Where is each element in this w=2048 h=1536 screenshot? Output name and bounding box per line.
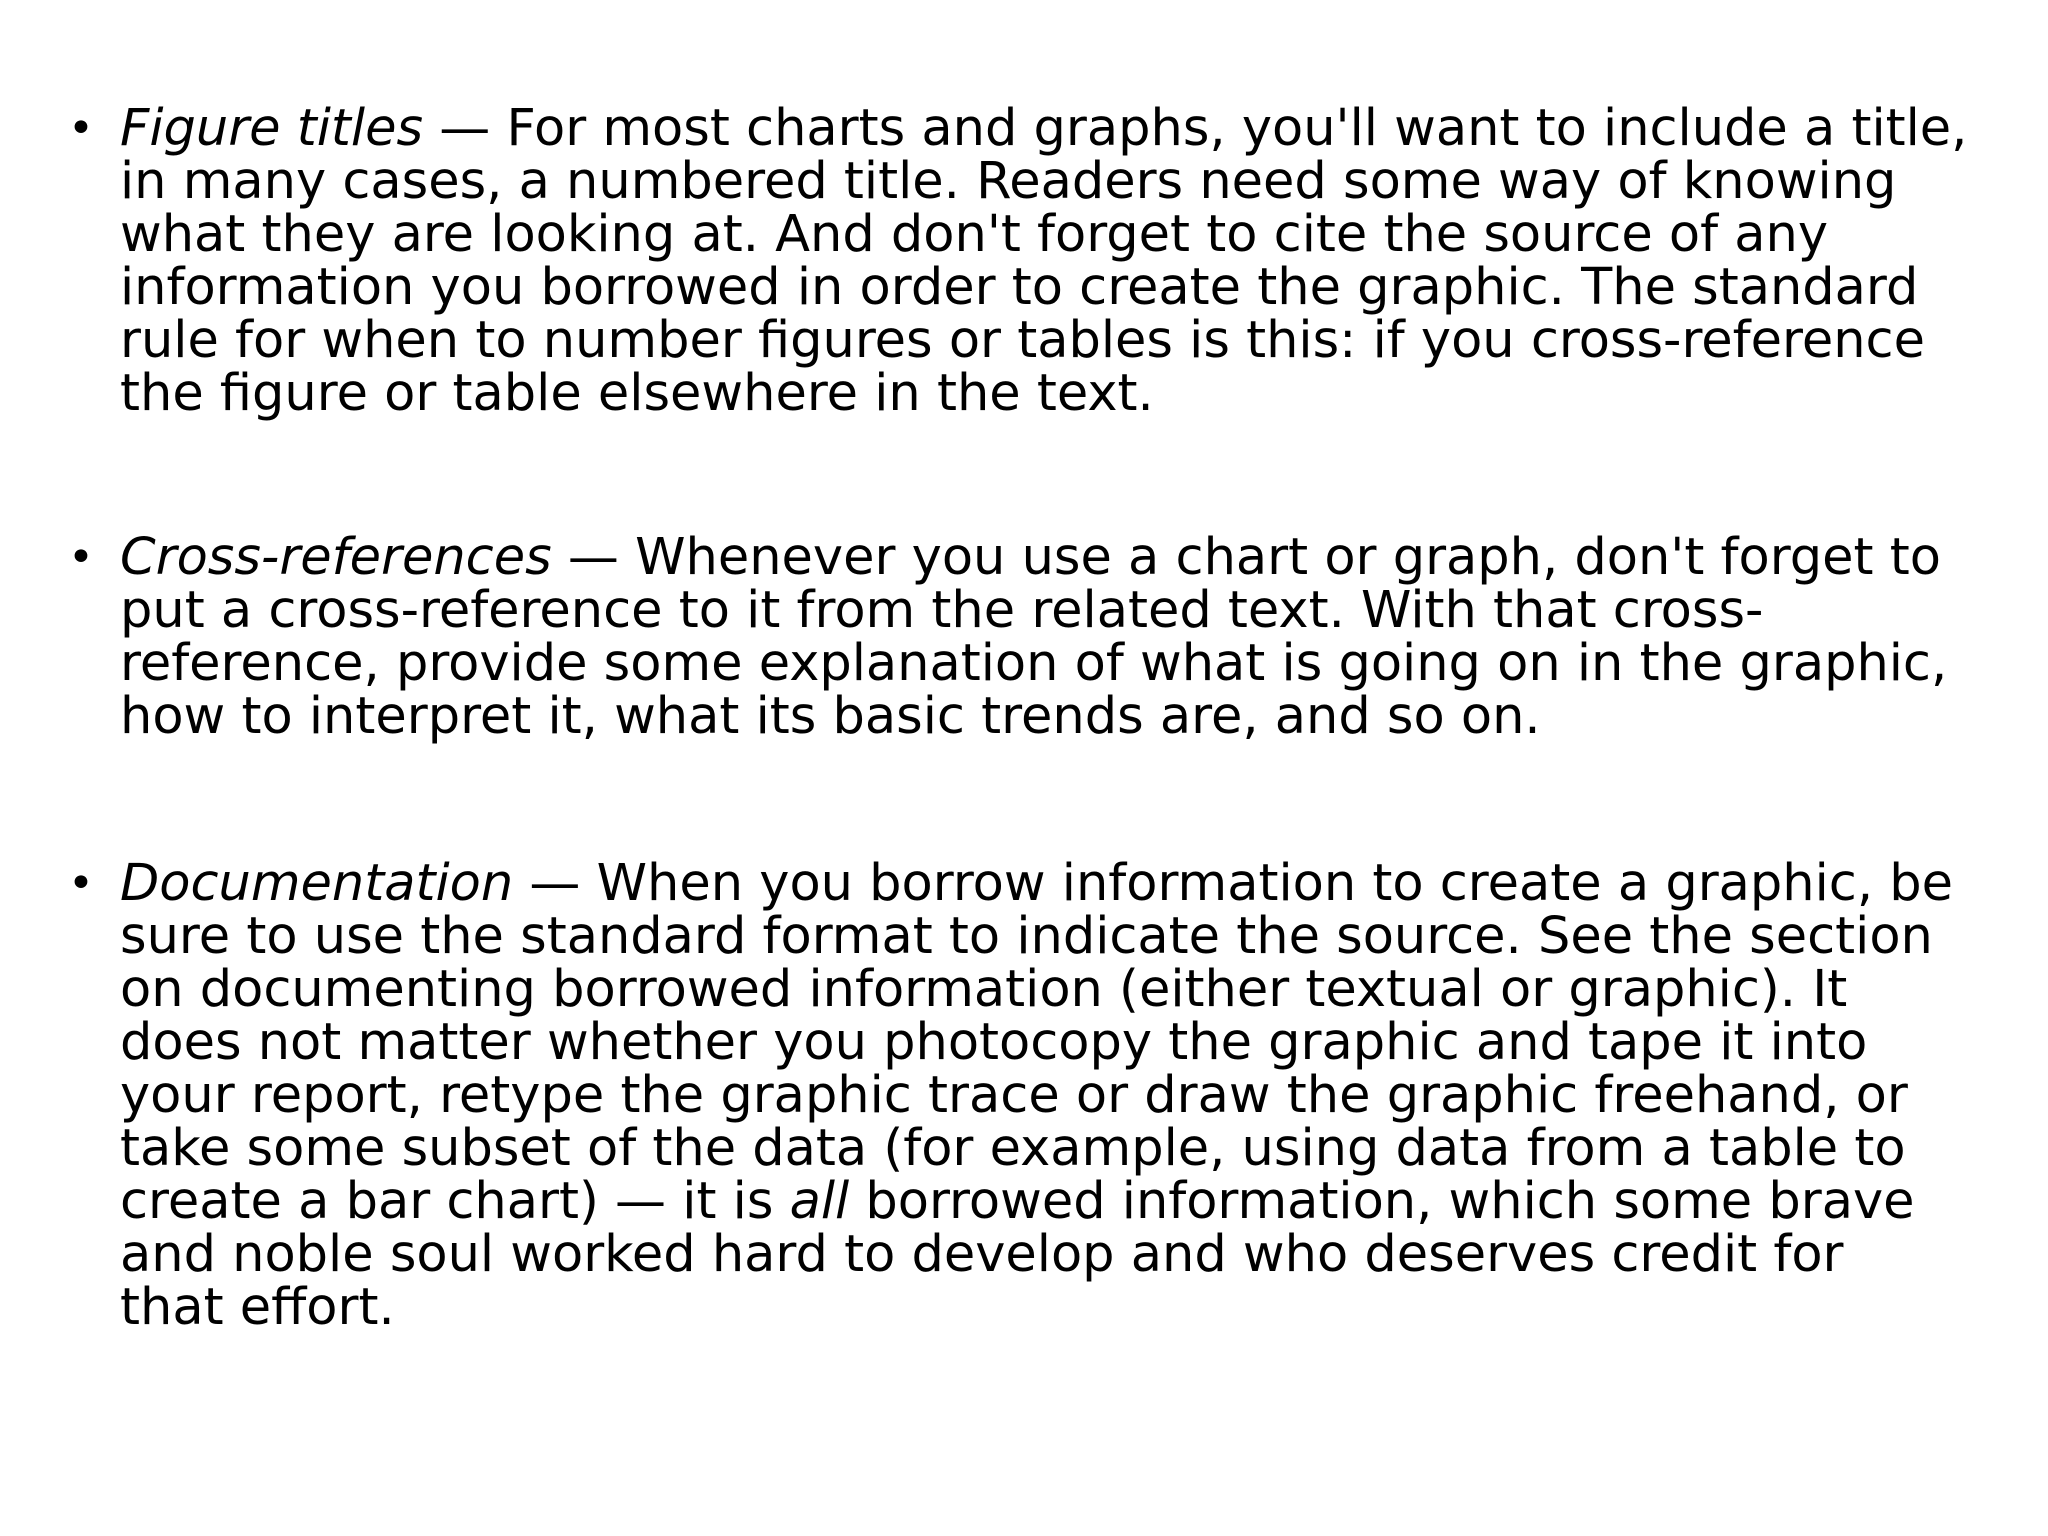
bullet-line xyxy=(120,1172,1915,1231)
bullet-line: sure to use the standard format to indicate the source. See the section xyxy=(120,907,1933,966)
bullet-line: take some subset of the data (for example, using data from a table to xyxy=(120,1119,1906,1178)
bullet-text: — Whenever you use a chart or graph, don't forget to xyxy=(551,528,1941,587)
bullet-line: put a cross-reference to it from the related text. With that cross- xyxy=(120,581,1764,640)
bullet-line: and noble soul worked hard to develop and who deserves credit for xyxy=(120,1225,1844,1284)
bullet-line: your report, retype the graphic trace or draw the graphic freehand, or xyxy=(120,1066,1908,1125)
bullet-line: what they are looking at. And don't forget to cite the source of any xyxy=(120,205,1829,264)
bullet-text: — For most charts and graphs, you'll want to include a title, xyxy=(423,99,1968,158)
bullet-line xyxy=(120,528,1941,587)
bullet-line: how to interpret it, what its basic trends are, and so on. xyxy=(120,687,1541,746)
bullet-line: on documenting borrowed information (either textual or graphic). It xyxy=(120,960,1848,1019)
bullet-line: information you borrowed in order to create the graphic. The standard xyxy=(120,258,1919,317)
bullet-emphasis: all xyxy=(789,1172,850,1231)
bullet-line: reference, provide some explanation of what is going on in the graphic, xyxy=(120,634,1948,693)
bullet-term: Cross-references xyxy=(120,528,552,587)
bullet-term: Figure titles xyxy=(120,99,424,158)
bullet-dot-icon: • xyxy=(68,103,94,154)
bullet-term: Documentation xyxy=(120,854,514,913)
bullet-line: the figure or table elsewhere in the text. xyxy=(120,364,1154,423)
bullet-text: create a bar chart) — it is xyxy=(120,1172,790,1231)
bullet-dot-icon: • xyxy=(68,532,94,583)
bullet-text: — When you borrow information to create a graphic, be xyxy=(513,854,1954,913)
bullet-line xyxy=(120,99,1968,158)
bullet-dot-icon: • xyxy=(68,858,94,909)
bullet-line: in many cases, a numbered title. Readers need some way of knowing xyxy=(120,152,1897,211)
bullet-line: rule for when to number figures or tables is this: if you cross-reference xyxy=(120,311,1925,370)
bullet-line: does not matter whether you photocopy the graphic and tape it into xyxy=(120,1013,1868,1072)
bullet-text: borrowed information, which some brave xyxy=(849,1172,1915,1231)
bullet-line: that effort. xyxy=(120,1278,395,1337)
bullet-line xyxy=(120,854,1954,913)
